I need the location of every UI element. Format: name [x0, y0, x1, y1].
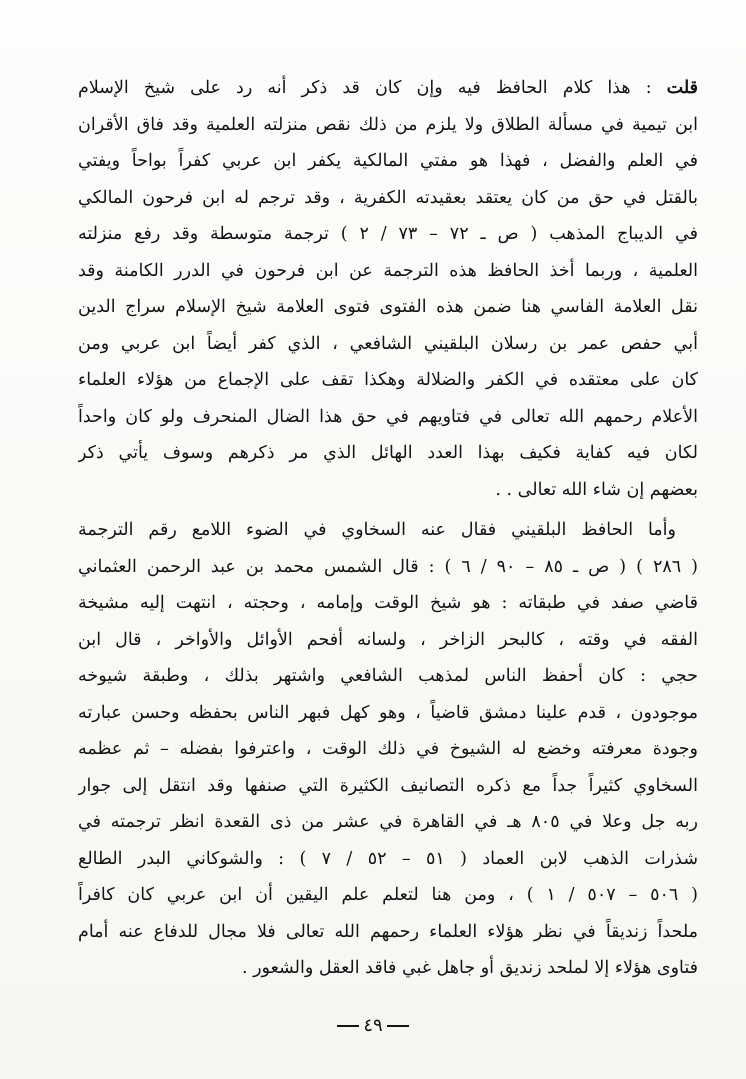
line-rest: : هذا كلام الحافظ فيه وإن كان قد ذكر أنه رد على شيخ الإسلام [78, 78, 667, 98]
text-line: أبي حفص عمر بن رسلان البلقيني الشافعي ، الذي كفر أيضاً ابن عربي ومن [78, 333, 698, 354]
text-line: العلمية ، وربما أخذ الحافظ هذه الترجمة عن ابن فرحون في الدرر الكامنة وقد [78, 260, 698, 281]
text-line: شذرات الذهب لابن العماد ( ٥١ – ٥٢ / ٧ ) : والشوكاني البدر الطالع [78, 848, 698, 869]
dash-decoration [337, 1025, 359, 1027]
text-line: السخاوي كثيراً جداً مع ذكره التصانيف الكثيرة التي صنفها وقد انتقل إلى جوار [78, 775, 698, 796]
text-line: بالقتل في حق من كان يعتقد بعقيدته الكفرية ، وقد ترجم له ابن فرحون المالكي [78, 187, 698, 208]
page-footer [0, 1015, 746, 1036]
text-line: وجودة معرفته وخضع له الشيوخ في ذلك الوقت ، واعترفوا بفضله – ثم عظمه [78, 739, 698, 759]
text-line: موجودون ، قدم علينا دمشق قاضياً ، وهو كهل فبهر الناس بحفظه وحسن عبارته [78, 702, 698, 723]
text-line: في الديباج المذهب ( ص ـ ٧٢ – ٧٣ / ٢ ) ترجمة متوسطة وقد رفع منزلته [78, 224, 698, 244]
text-line: في العلم والفضل ، فهذا هو مفتي المالكية يكفر ابن عربي كفراً بواحاً ويفتي [78, 151, 698, 171]
text-line: نقل العلامة الفاسي هنا ضمن هذه الفتوى فتوى العلامة شيخ الإسلام سراج الدين [78, 297, 698, 317]
text-line: ربه جل وعلا في ٨٠٥ هـ في القاهرة في عشر من ذى القعدة انظر ترجمته في [78, 812, 698, 832]
text-line [78, 70, 698, 107]
text-line: ( ٢٨٦ ) ( ص ـ ٨٥ – ٩٠ / ٦ ) : قال الشمس محمد بن عبد الرحمن العثماني [78, 556, 698, 577]
lead-word: قلت [666, 78, 698, 98]
text-line: بعضهم إن شاء الله تعالى . . [495, 479, 698, 500]
text-line: وأما الحافظ البلقيني فقال عنه السخاوي في الضوء اللامع رقم الترجمة [78, 520, 676, 540]
text-line: لكان فيه كفاية فكيف بهذا العدد الهائل الذي مر ذكرهم وسوف يأتي ذكر [78, 443, 698, 463]
text-line: ( ٥٠٦ – ٥٠٧ / ١ ) ، ومن هنا لتعلم علم اليقين أن ابن عربي كان كافراً [78, 885, 698, 905]
paragraph-1 [78, 70, 698, 508]
text-line: الفقه في وقته ، كالبحر الزاخر ، ولسانه أفحم الأوائل والأواخر ، قال ابن [78, 629, 698, 650]
text-line: قاضي صفد في طبقاته : هو شيخ الوقت وإمامه ، وحجته ، انتهت إليه مشيخة [78, 593, 698, 613]
page-number: ٤٩ [363, 1015, 383, 1036]
text-line: ملحداً زنديقاً في نظر هؤلاء العلماء رحمهم الله تعالى فلا مجال للدفاع عنه أمام [78, 921, 698, 942]
text-line: كان على معتقده في الكفر والضلالة وهكذا تقف على الإجماع من هؤلاء العلماء [78, 370, 698, 390]
text-line: حجي : كان أحفظ الناس لمذهب الشافعي واشتهر بذلك ، وطبقة شيوخه [78, 666, 698, 686]
text-line: ابن تيمية في مسألة الطلاق ولا يلزم من ذلك نقص منزلته العلمية وقد فاق الأقران [78, 114, 698, 135]
text-line: الأعلام رحمهم الله تعالى في فتاويهم في حق هذا الضال المنحرف ولو كان واحداً [78, 406, 698, 427]
paragraph-2 [78, 512, 698, 987]
dash-decoration [387, 1025, 409, 1027]
text-line: فتاوى هؤلاء إلا لملحد زنديق أو جاهل غبي فاقد العقل والشعور . [241, 958, 698, 978]
